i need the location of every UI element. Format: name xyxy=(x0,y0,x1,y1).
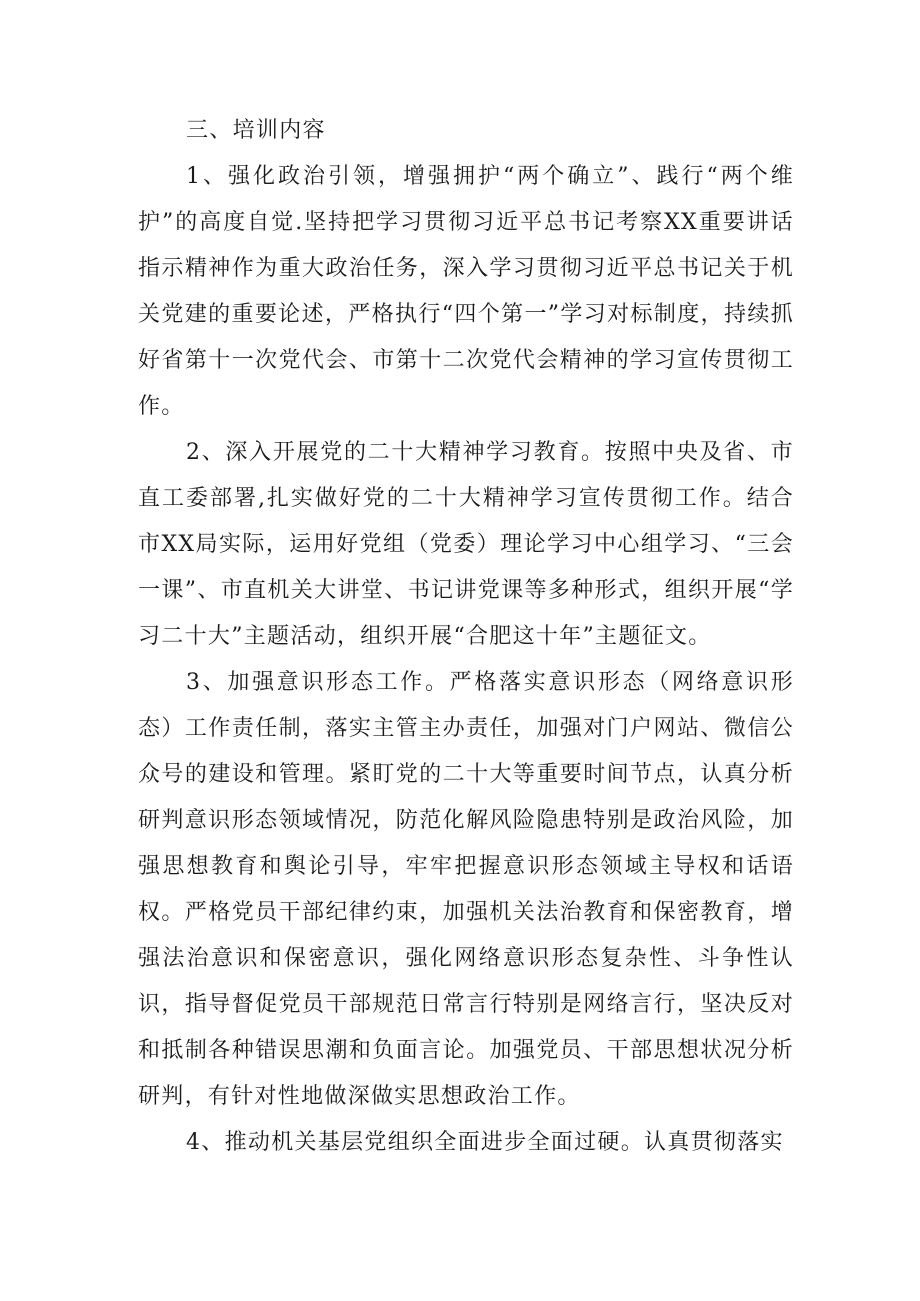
document-body xyxy=(138,108,794,1166)
section-heading: 三、培训内容 xyxy=(186,118,326,143)
paragraph-4: 4、推动机关基层党组织全面进步全面过硬。认真贯彻落实 xyxy=(186,1130,784,1155)
paragraph-2: 2、深入开展党的二十大精神学习教育。按照中央及省、市直工委部署,扎实做好党的二十大精神学习宣传贯彻工作。结合市XX局实际，运用好党组（党委）理论学习中心组学习、“三会一课”、市直机关大讲堂、书记讲党课等多种形式，组织开展“学习二十大”主题活动，组织开展“合肥这十年”主题征文。 xyxy=(138,440,794,649)
paragraph-1: 1、强化政治引领，增强拥护“两个确立”、践行“两个维护”的高度自觉.坚持把学习贯彻习近平总书记考察XX重要讲话指示精神作为重大政治任务，深入学习贯彻习近平总书记关于机关党建的重要论述，严格执行“四个第一”学习对标制度，持续抓好省第十一次党代会、市第十二次党代会精神的学习宣传贯彻工作。 xyxy=(138,164,794,419)
paragraph-3: 3、加强意识形态工作。严格落实意识形态（网络意识形态）工作责任制，落实主管主办责任，加强对门户网站、微信公众号的建设和管理。紧盯党的二十大等重要时间节点，认真分析研判意识形态领域情况，防范化解风险隐患特别是政治风险，加强思想教育和舆论引导，牢牢把握意识形态领域主导权和话语权。严格党员干部纪律约束，加强机关法治教育和保密教育，增强法治意识和保密意识，强化网络意识形态复杂性、斗争性认识，指导督促党员干部规范日常言行特别是网络言行，坚决反对和抵制各种错误思潮和负面言论。加强党员、干部思想状况分析研判，有针对性地做深做实思想政治工作。 xyxy=(138,670,794,1109)
